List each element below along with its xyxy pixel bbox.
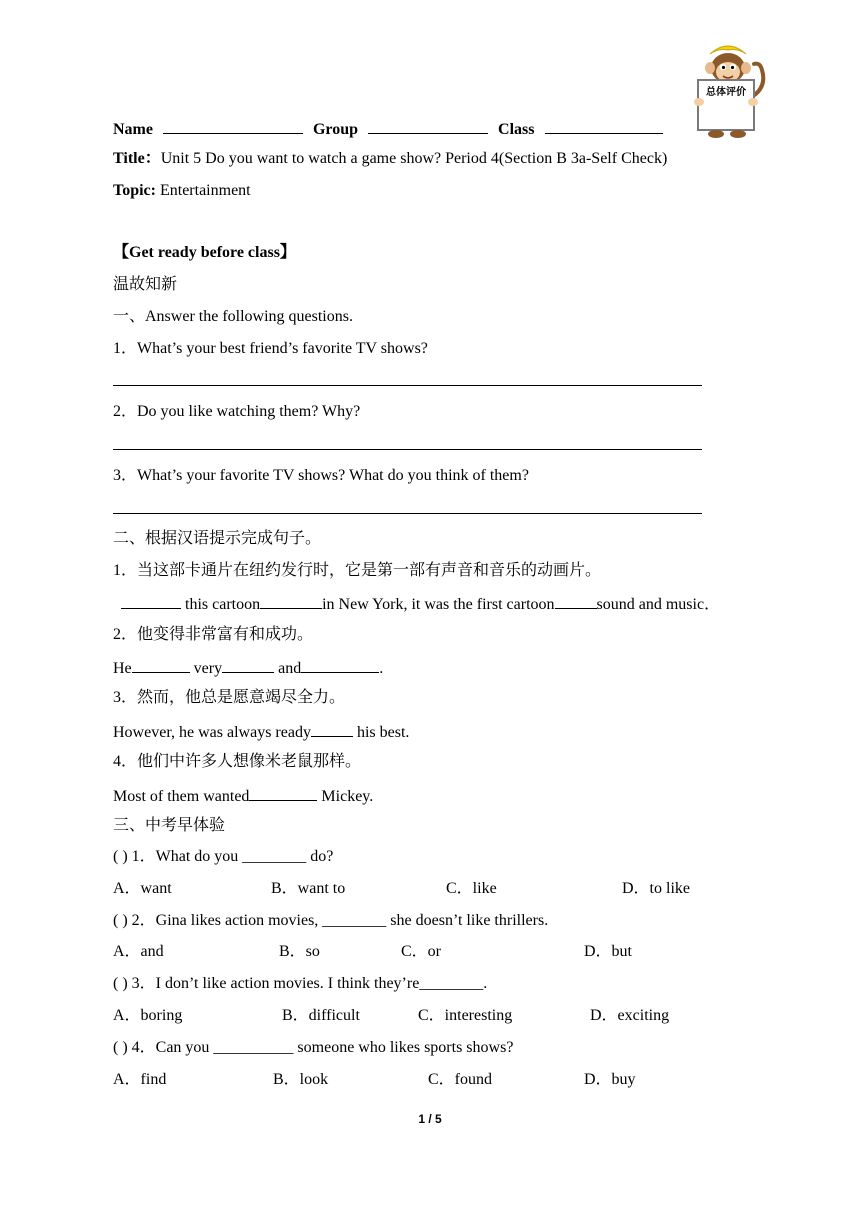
sentence-fragment: this cartoon bbox=[185, 596, 261, 613]
title-text: Unit 5 Do you want to watch a game show? Period 4(Section B 3a-Self Check) bbox=[160, 150, 668, 167]
part2-item-4-en bbox=[113, 785, 373, 807]
mc-q2-option-b[interactable]: B．so bbox=[279, 943, 320, 960]
mc-question-3-stem: ( ) 3．I don’t like action movies. I think they’re________. bbox=[113, 975, 488, 992]
part1-question-1: 1．What’s your best friend’s favorite TV shows? bbox=[113, 340, 428, 357]
group-label: Group bbox=[312, 121, 359, 138]
blank-2c[interactable] bbox=[301, 657, 379, 673]
part2-item-2-en bbox=[113, 657, 383, 679]
group-field[interactable] bbox=[368, 118, 488, 134]
sentence-fragment: Mickey. bbox=[317, 788, 374, 805]
answer-line-2[interactable] bbox=[113, 449, 702, 450]
mc-q2-option-d[interactable]: D．but bbox=[584, 943, 633, 960]
sentence-fragment: very bbox=[189, 660, 223, 677]
name-row bbox=[113, 118, 663, 140]
mc-q1-option-d[interactable]: D．to like bbox=[622, 880, 690, 897]
answer-line-3[interactable] bbox=[113, 513, 702, 514]
name-label: Name bbox=[113, 121, 153, 138]
mc-q1-option-a[interactable]: A．want bbox=[113, 880, 172, 897]
mc-q4-option-a[interactable]: A．find bbox=[113, 1071, 167, 1088]
sentence-fragment: He bbox=[113, 660, 132, 677]
sentence-fragment: . bbox=[379, 660, 384, 677]
mc-q2-option-c[interactable]: C．or bbox=[401, 943, 442, 960]
mc-q3-option-b[interactable]: B．difficult bbox=[282, 1007, 360, 1024]
class-label: Class bbox=[498, 121, 535, 138]
sentence-fragment: However, he was always ready bbox=[113, 724, 311, 741]
blank-2a[interactable] bbox=[132, 657, 190, 673]
title-line bbox=[113, 149, 667, 169]
title-label: Title： bbox=[113, 150, 161, 167]
mc-q1-option-c[interactable]: C．like bbox=[446, 880, 497, 897]
part1-question-3: 3．What’s your favorite TV shows? What do you think of them? bbox=[113, 467, 529, 484]
part2-item-3-en bbox=[113, 721, 409, 743]
name-field[interactable] bbox=[163, 118, 303, 134]
mc-question-1-stem: ( ) 1．What do you ________ do? bbox=[113, 848, 334, 865]
mc-q2-option-a[interactable]: A．and bbox=[113, 943, 164, 960]
blank-4a[interactable] bbox=[249, 785, 317, 801]
part1-heading: 一、Answer the following questions. bbox=[113, 308, 353, 325]
blank-1b[interactable] bbox=[260, 593, 322, 609]
sentence-fragment: and bbox=[274, 660, 302, 677]
mc-q4-option-b[interactable]: B．look bbox=[273, 1071, 329, 1088]
topic-line bbox=[113, 181, 251, 201]
sentence-fragment: his best. bbox=[352, 724, 410, 741]
mc-q3-option-a[interactable]: A．boring bbox=[113, 1007, 183, 1024]
review-heading: 温故知新 bbox=[113, 276, 178, 293]
mc-q4-option-d[interactable]: D．buy bbox=[584, 1071, 636, 1088]
sentence-fragment: sound and music． bbox=[596, 596, 721, 613]
topic-text: Entertainment bbox=[155, 182, 251, 199]
blank-1c[interactable] bbox=[555, 593, 597, 609]
mc-question-4-stem: ( ) 4．Can you __________ someone who likes sports shows? bbox=[113, 1039, 514, 1056]
blank-3a[interactable] bbox=[311, 721, 353, 737]
part2-item-3-cn: 3．然而，他总是愿意竭尽全力。 bbox=[113, 689, 346, 706]
section-get-ready: 【Get ready before class】 bbox=[113, 244, 296, 261]
mc-question-2-stem: ( ) 2．Gina likes action movies, ________ she doesn’t like thrillers. bbox=[113, 912, 549, 929]
mc-q4-option-c[interactable]: C．found bbox=[428, 1071, 493, 1088]
sentence-fragment: in New York, it was the first cartoon bbox=[322, 596, 555, 613]
monkey-evaluation-icon bbox=[688, 40, 768, 140]
mc-q3-option-c[interactable]: C．interesting bbox=[418, 1007, 513, 1024]
part3-heading: 三、中考早体验 bbox=[113, 817, 226, 834]
mc-q3-option-d[interactable]: D．exciting bbox=[590, 1007, 670, 1024]
class-field[interactable] bbox=[545, 118, 663, 134]
mc-q1-option-b[interactable]: B．want to bbox=[271, 880, 346, 897]
badge-text: 总体评价 bbox=[706, 87, 746, 98]
part2-item-4-cn: 4．他们中许多人想像米老鼠那样。 bbox=[113, 753, 362, 770]
answer-line-1[interactable] bbox=[113, 385, 702, 386]
page-number: 1 / 5 bbox=[418, 1112, 442, 1126]
blank-2b[interactable] bbox=[222, 657, 274, 673]
part2-item-1-en bbox=[121, 593, 720, 615]
sentence-fragment: Most of them wanted bbox=[113, 788, 250, 805]
part1-question-2: 2．Do you like watching them? Why? bbox=[113, 403, 361, 420]
part2-item-1-cn: 1．当这部卡通片在纽约发行时，它是第一部有声音和音乐的动画片。 bbox=[113, 562, 602, 579]
topic-label: Topic: bbox=[113, 182, 156, 199]
part2-heading: 二、根据汉语提示完成句子。 bbox=[113, 530, 322, 547]
blank-1a[interactable] bbox=[121, 593, 181, 609]
part2-item-2-cn: 2．他变得非常富有和成功。 bbox=[113, 626, 314, 643]
